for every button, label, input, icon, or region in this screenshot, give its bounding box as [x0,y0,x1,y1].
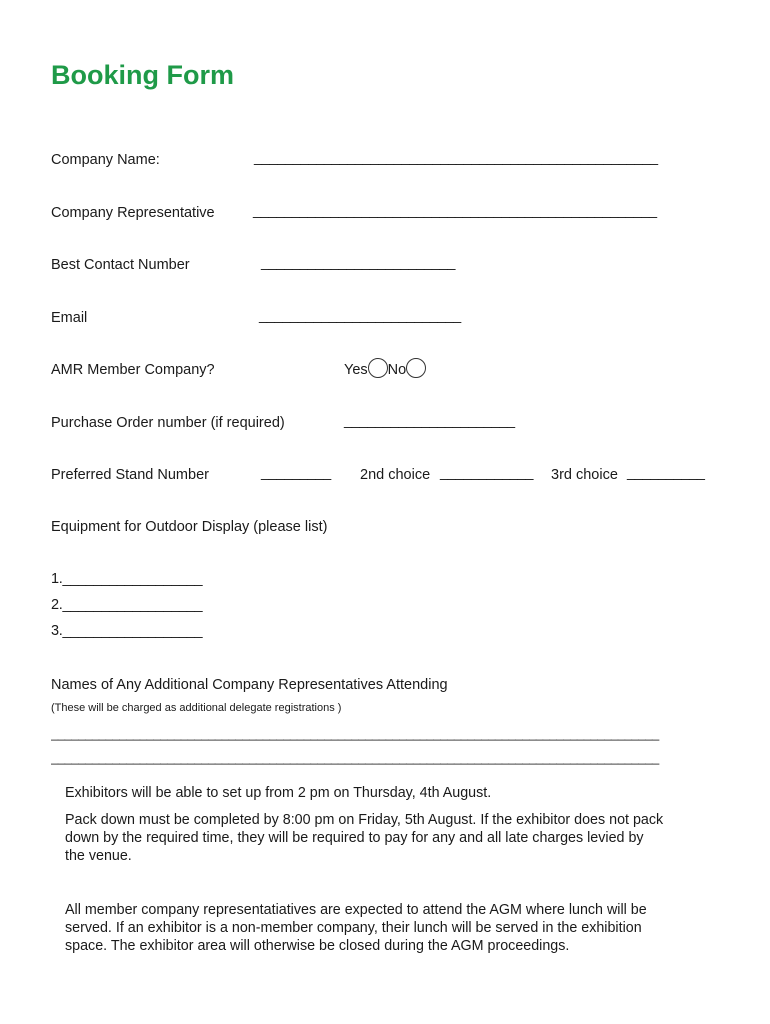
best-contact-field[interactable]: _________________________ [261,255,456,271]
company-name-label: Company Name: [51,152,160,168]
company-representative-field[interactable]: ____________________________________________________ [253,203,657,219]
equipment-label: Equipment for Outdoor Display (please list) [51,519,328,535]
best-contact-label: Best Contact Number [51,257,190,273]
company-name-field[interactable]: ____________________________________________________ [254,150,658,166]
purchase-order-label: Purchase Order number (if required) [51,415,285,431]
second-choice-label: 2nd choice [360,467,431,483]
amr-member-options [344,362,426,378]
third-choice-field[interactable]: __________ [627,465,705,481]
preferred-stand-field[interactable]: _________ [261,465,331,481]
preferred-stand-label: Preferred Stand Number [51,467,209,483]
setup-note: Exhibitors will be able to set up from 2 pm on Thursday, 4th August. [65,785,492,801]
amr-member-label: AMR Member Company? [51,362,215,378]
third-choice-label: 3rd choice [551,467,618,483]
email-label: Email [51,310,88,326]
no-radio[interactable] [406,358,426,378]
equipment-line-1[interactable]: 1.__________________ [51,571,203,587]
yes-radio[interactable] [368,358,388,378]
purchase-order-field[interactable]: ______________________ [344,413,515,429]
additional-reps-heading: Names of Any Additional Company Representatives Attending [51,677,448,693]
agm-note: All member company representatiatives are expected to attend the AGM where lunch will be served. If an exhibitor is a non-member company, their lunch will be served in the exhibition space. The exhibitor area will otherwise be closed during the AGM proceedings. [65,902,647,954]
company-representative-label: Company Representative [51,205,215,221]
no-label: No [387,362,407,378]
additional-reps-line-1[interactable]: _________________________________________________________________________________________ [51,726,659,741]
additional-reps-note: (These will be charged as additional delegate registrations ) [51,702,342,714]
packdown-note: Pack down must be completed by 8:00 pm on Friday, 5th August. If the exhibitor does not pack down by the required time, they will be required to pay for any and all late charges levied by the venue. [65,812,664,864]
additional-reps-line-2[interactable]: _________________________________________________________________________________________ [51,750,659,765]
equipment-line-2[interactable]: 2.__________________ [51,597,203,613]
yes-label: Yes [344,362,368,378]
page-title: Booking Form [51,60,234,90]
equipment-line-3[interactable]: 3.__________________ [51,623,203,639]
email-field[interactable]: __________________________ [259,308,461,324]
second-choice-field[interactable]: ____________ [440,465,534,481]
